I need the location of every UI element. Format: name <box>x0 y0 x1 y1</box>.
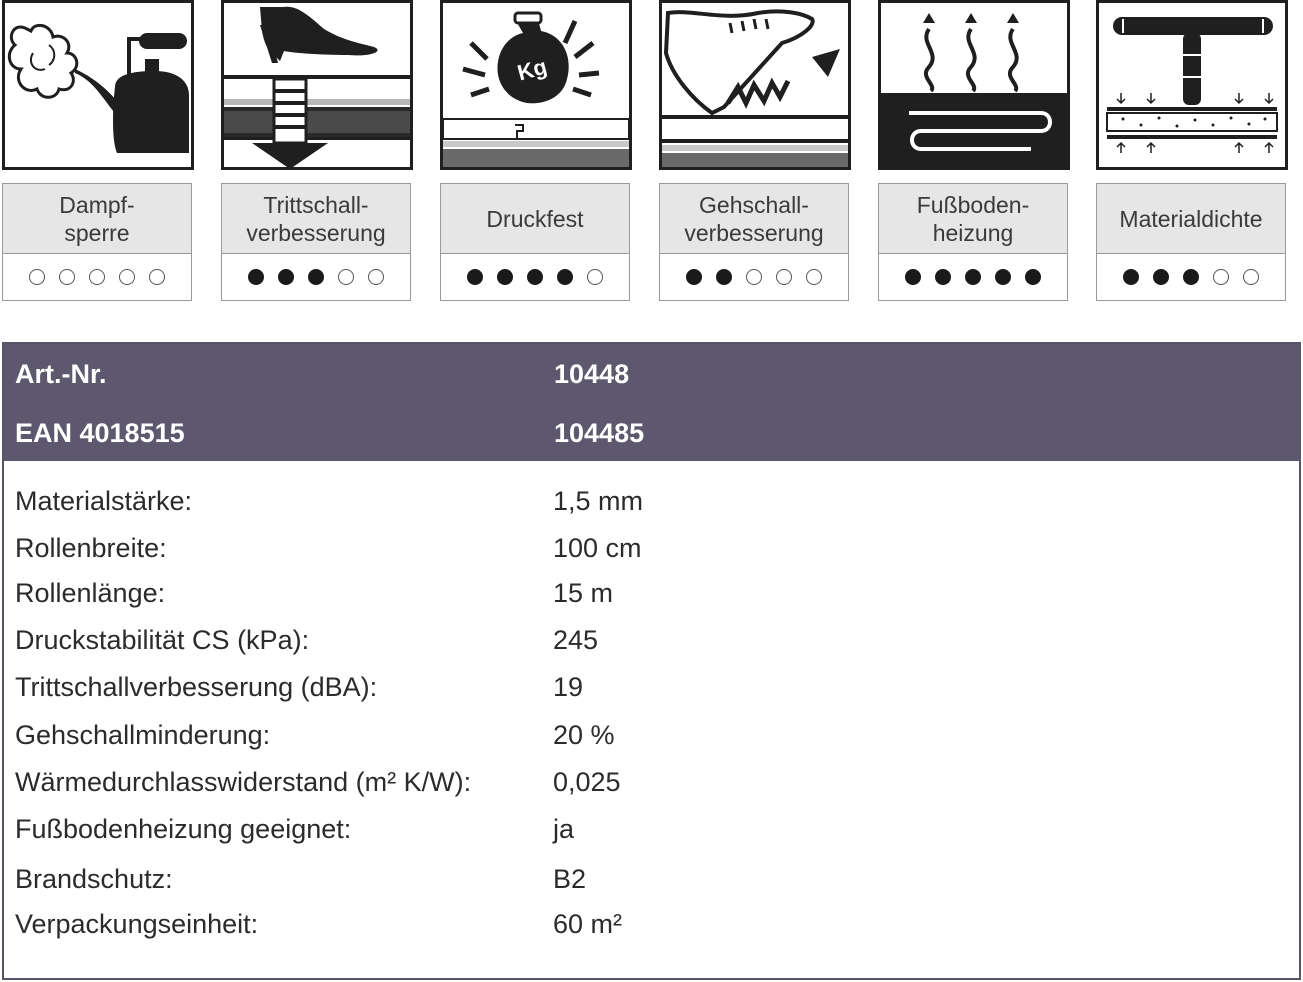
rating-dot-filled <box>497 269 513 285</box>
rating-dot-empty <box>89 269 105 285</box>
spec-value: B2 <box>553 864 587 894</box>
spec-table <box>2 342 1301 980</box>
spec-row <box>4 575 1299 611</box>
rating-dots <box>878 253 1068 301</box>
rating-dot-filled <box>557 269 573 285</box>
spec-header <box>4 344 1299 461</box>
svg-text:Kg: Kg <box>514 53 550 86</box>
spec-value: 20 % <box>553 720 615 750</box>
rating-dot-filled <box>995 269 1011 285</box>
spec-value: 15 m <box>553 578 614 608</box>
spec-row <box>4 906 1299 942</box>
feature-label: Materialdichte <box>1096 183 1286 253</box>
spec-label: Brandschutz: <box>15 864 173 894</box>
rating-dot-filled <box>467 269 483 285</box>
rating-dot-empty <box>119 269 135 285</box>
rating-dots <box>2 253 192 301</box>
rating-dot-empty <box>368 269 384 285</box>
rating-dot-filled <box>716 269 732 285</box>
spec-value: 1,5 mm <box>553 486 644 516</box>
spec-row <box>4 717 1299 753</box>
high-heel-impact-icon <box>221 0 413 170</box>
rating-dot-empty <box>29 269 45 285</box>
rating-dot-empty <box>1243 269 1259 285</box>
rating-dot-filled <box>1025 269 1041 285</box>
spec-label: Gehschallminderung: <box>15 720 271 750</box>
rating-dot-filled <box>278 269 294 285</box>
spec-row <box>4 669 1299 705</box>
rating-dot-empty <box>746 269 762 285</box>
ean-row <box>4 413 1299 453</box>
spec-label: Rollenbreite: <box>15 533 167 563</box>
spec-label: Verpackungseinheit: <box>15 909 259 939</box>
article-number-row <box>4 354 1299 394</box>
spec-row <box>4 861 1299 897</box>
rating-dots <box>1096 253 1286 301</box>
rating-dot-filled <box>1123 269 1139 285</box>
spec-row <box>4 530 1299 566</box>
ean-label: EAN 4018515 <box>15 418 185 448</box>
spec-label: Materialstärke: <box>15 486 193 516</box>
rating-dot-filled <box>686 269 702 285</box>
rating-dot-empty <box>338 269 354 285</box>
feature-label: Gehschall- verbesserung <box>659 183 849 253</box>
rating-dot-filled <box>905 269 921 285</box>
spec-row <box>4 764 1299 800</box>
spec-value: 100 cm <box>553 533 642 563</box>
feature-label: Dampf- sperre <box>2 183 192 253</box>
spec-value: ja <box>553 814 575 844</box>
rating-dot-filled <box>1153 269 1169 285</box>
rating-dot-empty <box>1213 269 1229 285</box>
spec-value: 0,025 <box>553 767 621 797</box>
spec-value: 19 <box>553 672 584 702</box>
rating-dot-empty <box>59 269 75 285</box>
spec-value: 60 m² <box>553 909 623 939</box>
ean-value: 104485 <box>554 418 645 448</box>
shoe-step-icon <box>659 0 851 170</box>
spec-row <box>4 622 1299 658</box>
rating-dot-empty <box>776 269 792 285</box>
spec-label: Trittschallverbesserung (dBA): <box>15 672 378 702</box>
spec-row <box>4 483 1299 519</box>
spec-row <box>4 811 1299 847</box>
rating-dot-empty <box>587 269 603 285</box>
rating-dots <box>440 253 630 301</box>
rating-dot-filled <box>248 269 264 285</box>
rating-dots <box>221 253 411 301</box>
article-number-value: 10448 <box>554 359 630 389</box>
rating-dot-filled <box>527 269 543 285</box>
feature-label: Druckfest <box>440 183 630 253</box>
weight-pressure-icon <box>440 0 632 170</box>
rating-dot-empty <box>806 269 822 285</box>
feature-label: Trittschall- verbesserung <box>221 183 411 253</box>
article-number-label: Art.-Nr. <box>15 359 107 389</box>
floor-heating-icon <box>878 0 1070 170</box>
spec-label: Wärmedurchlasswiderstand (m² K/W): <box>15 767 472 797</box>
rating-dot-filled <box>308 269 324 285</box>
material-density-icon <box>1096 0 1288 170</box>
steam-kettle-icon <box>2 0 194 170</box>
rating-dot-empty <box>149 269 165 285</box>
rating-dot-filled <box>935 269 951 285</box>
spec-label: Rollenlänge: <box>15 578 166 608</box>
spec-label: Fußbodenheizung geeignet: <box>15 814 352 844</box>
spec-label: Druckstabilität CS (kPa): <box>15 625 310 655</box>
rating-dots <box>659 253 849 301</box>
feature-label: Fußboden- heizung <box>878 183 1068 253</box>
rating-dot-filled <box>965 269 981 285</box>
rating-dot-filled <box>1183 269 1199 285</box>
spec-value: 245 <box>553 625 599 655</box>
